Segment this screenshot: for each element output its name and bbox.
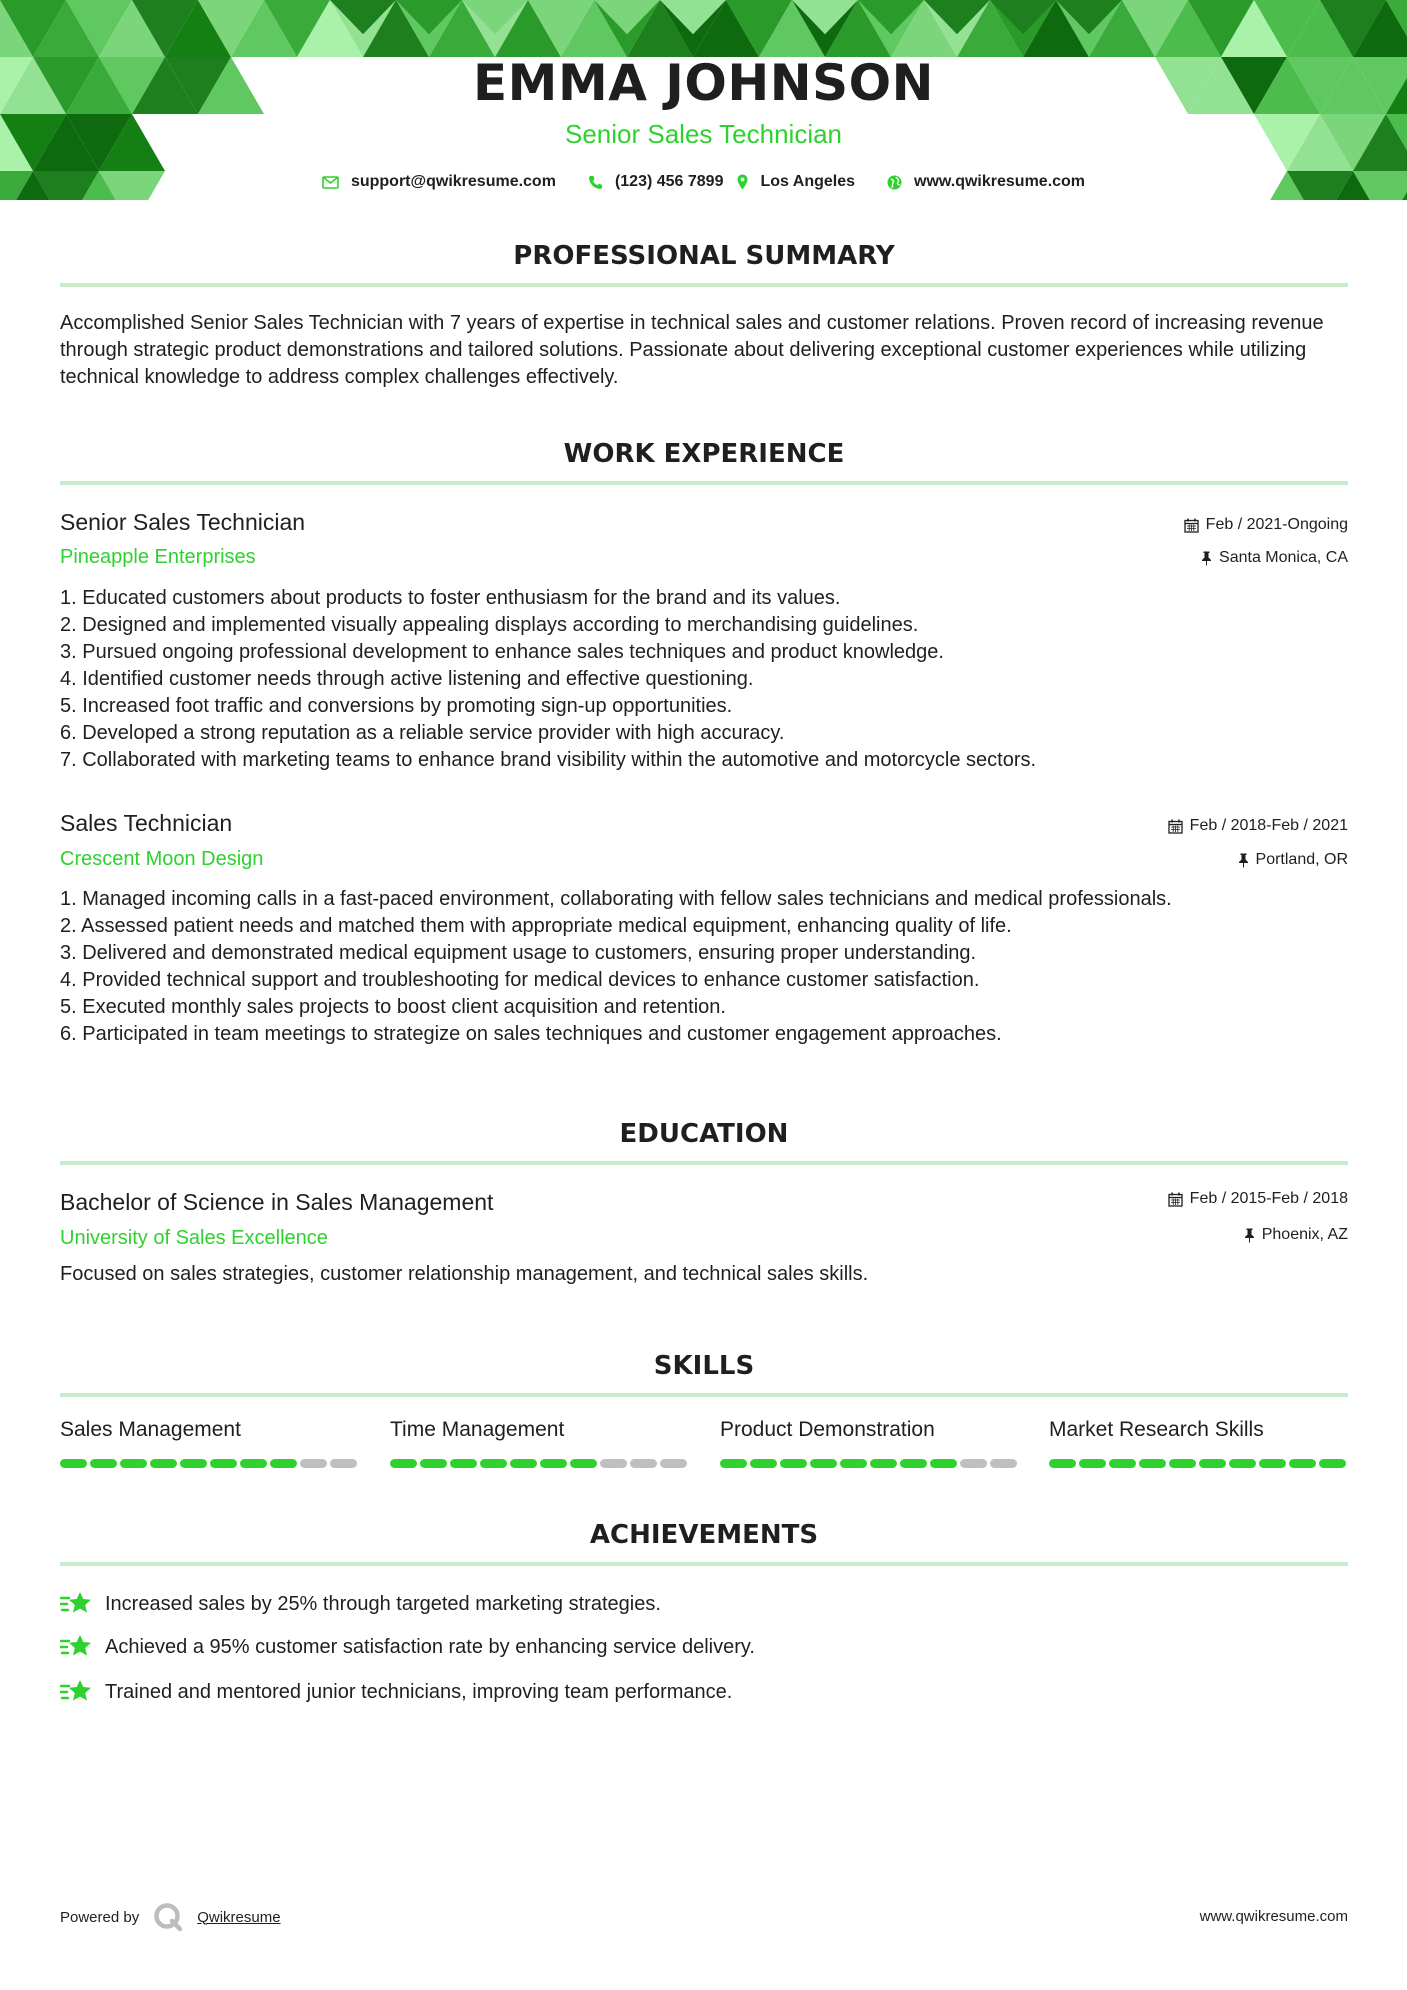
job-duties xyxy=(60,886,1360,1048)
skill-level-segment xyxy=(750,1459,777,1468)
education-heading: EDUCATION xyxy=(619,1119,789,1149)
skill-level-segment xyxy=(660,1459,687,1468)
contact-email[interactable] xyxy=(322,173,556,191)
skill-level-segment xyxy=(390,1459,417,1468)
job-location-text: Portland, OR xyxy=(1255,851,1348,868)
education-location-text: Phoenix, AZ xyxy=(1261,1226,1348,1243)
job-company: Crescent Moon Design xyxy=(60,848,264,870)
skill-level-segment xyxy=(990,1459,1017,1468)
skill-level-segment xyxy=(1139,1459,1166,1468)
skill-level-segment xyxy=(240,1459,267,1468)
experience-heading: WORK EXPERIENCE xyxy=(563,439,845,469)
job-location xyxy=(1201,550,1348,566)
list-item: 5. Executed monthly sales projects to boost client acquisition and retention. xyxy=(60,996,726,1018)
skill-level-segment xyxy=(1109,1459,1136,1468)
skill-level-segment xyxy=(480,1459,507,1468)
skills-heading: SKILLS xyxy=(653,1351,755,1381)
footer-website[interactable]: www.qwikresume.com xyxy=(1199,1908,1348,1925)
phone-text: (123) 456 7899 xyxy=(614,173,724,190)
job-duties xyxy=(60,585,1360,774)
calendar-icon xyxy=(1184,518,1199,533)
achievement-text: Increased sales by 25% through targeted marketing strategies. xyxy=(105,1593,661,1615)
qwikresume-link[interactable]: Qwikresume xyxy=(197,1908,281,1926)
skill-level-segment xyxy=(630,1459,657,1468)
website-text: www.qwikresume.com xyxy=(914,173,1086,190)
skill-level-segment xyxy=(720,1459,747,1468)
skill-level-segment xyxy=(600,1459,627,1468)
skill-item xyxy=(60,1419,360,1440)
skill-level-segment xyxy=(960,1459,987,1468)
list-item: 2. Designed and implemented visually appealing displays according to merchandising guidelines. xyxy=(60,614,919,636)
education-description: Focused on sales strategies, customer relationship management, and technical sales skills. xyxy=(60,1263,869,1285)
skill-level-segment xyxy=(840,1459,867,1468)
envelope-icon xyxy=(322,176,339,189)
list-item: 3. Pursued ongoing professional development to enhance sales techniques and product knowledge. xyxy=(60,641,944,663)
email-text: support@qwikresume.com xyxy=(350,173,556,190)
list-item: 7. Collaborated with marketing teams to enhance brand visibility within the automotive and motorcycle sectors. xyxy=(60,749,1037,771)
education-dates xyxy=(1168,1191,1348,1207)
skill-level-segment xyxy=(1079,1459,1106,1468)
job-location xyxy=(1238,852,1348,868)
shooting-star-icon xyxy=(60,1590,93,1618)
skill-level-segment xyxy=(420,1459,447,1468)
skill-level-bar xyxy=(1049,1459,1346,1468)
summary-heading: PROFESSIONAL SUMMARY xyxy=(513,241,895,271)
education-divider xyxy=(60,1161,1348,1165)
candidate-title: Senior Sales Technician xyxy=(564,119,843,149)
skill-level-segment xyxy=(1259,1459,1286,1468)
achievement-item xyxy=(60,1633,755,1661)
skill-level-segment xyxy=(510,1459,537,1468)
skill-name: Product Demonstration xyxy=(720,1418,935,1441)
achievement-text: Achieved a 95% customer satisfaction rate by enhancing service delivery. xyxy=(105,1636,755,1658)
job-title: Sales Technician xyxy=(60,810,233,836)
skill-level-segment xyxy=(450,1459,477,1468)
qwikresume-logo-icon xyxy=(153,1902,183,1932)
list-item: 4. Identified customer needs through active listening and effective questioning. xyxy=(60,668,754,690)
skill-level-segment xyxy=(60,1459,87,1468)
school-name: University of Sales Excellence xyxy=(60,1227,328,1249)
list-item: 6. Developed a strong reputation as a reliable service provider with high accuracy. xyxy=(60,722,785,744)
summary-divider xyxy=(60,283,1348,287)
candidate-name: EMMA JOHNSON xyxy=(473,54,934,112)
skill-item xyxy=(390,1419,690,1440)
footer-powered-by xyxy=(60,1902,281,1932)
skill-level-segment xyxy=(930,1459,957,1468)
skill-level-bar xyxy=(720,1459,1017,1468)
skill-name: Market Research Skills xyxy=(1049,1418,1264,1441)
list-item: 3. Delivered and demonstrated medical equipment usage to customers, ensuring proper understanding. xyxy=(60,942,977,964)
pushpin-icon xyxy=(1244,1228,1255,1243)
powered-by-label: Powered by xyxy=(60,1908,140,1926)
skill-level-segment xyxy=(330,1459,357,1468)
skills-divider xyxy=(60,1393,1348,1397)
location-text: Los Angeles xyxy=(760,173,856,190)
job-title: Senior Sales Technician xyxy=(60,509,306,535)
skill-item xyxy=(1049,1419,1349,1440)
skill-level-segment xyxy=(90,1459,117,1468)
skill-level-segment xyxy=(150,1459,177,1468)
list-item: 2. Assessed patient needs and matched them with appropriate medical equipment, enhancing quality of life. xyxy=(60,915,1012,937)
contact-location xyxy=(737,173,855,191)
skill-level-segment xyxy=(1229,1459,1256,1468)
contact-phone[interactable] xyxy=(588,173,724,191)
skill-level-segment xyxy=(1289,1459,1316,1468)
skill-level-segment xyxy=(1199,1459,1226,1468)
skill-level-bar xyxy=(390,1459,687,1468)
achievements-heading: ACHIEVEMENTS xyxy=(589,1520,819,1550)
globe-icon xyxy=(887,175,902,190)
job-dates xyxy=(1168,818,1348,834)
skill-level-segment xyxy=(180,1459,207,1468)
shooting-star-icon xyxy=(60,1633,93,1661)
list-item: 6. Participated in team meetings to strategize on sales techniques and customer engagement approaches. xyxy=(60,1023,1002,1045)
skill-level-bar xyxy=(60,1459,357,1468)
skill-level-segment xyxy=(870,1459,897,1468)
skill-level-segment xyxy=(270,1459,297,1468)
job-dates xyxy=(1184,517,1348,533)
skill-name: Sales Management xyxy=(60,1418,241,1441)
job-company: Pineapple Enterprises xyxy=(60,546,256,568)
skill-item xyxy=(720,1419,1020,1440)
pushpin-icon xyxy=(1238,853,1249,868)
skill-level-segment xyxy=(300,1459,327,1468)
skill-name: Time Management xyxy=(390,1418,565,1441)
list-item: 1. Managed incoming calls in a fast-paced environment, collaborating with fellow sales technicians and medical professionals. xyxy=(60,888,1172,910)
skill-level-segment xyxy=(900,1459,927,1468)
job-location-text: Santa Monica, CA xyxy=(1219,549,1348,566)
skill-level-segment xyxy=(1049,1459,1076,1468)
skill-level-segment xyxy=(540,1459,567,1468)
education-location xyxy=(1244,1227,1348,1243)
skill-level-segment xyxy=(210,1459,237,1468)
pushpin-icon xyxy=(1201,551,1212,566)
list-item: 1. Educated customers about products to foster enthusiasm for the brand and its values. xyxy=(60,587,841,609)
degree-title: Bachelor of Science in Sales Management xyxy=(60,1189,494,1215)
experience-divider xyxy=(60,481,1348,485)
education-dates-text: Feb / 2015-Feb / 2018 xyxy=(1189,1190,1348,1207)
achievement-text: Trained and mentored junior technicians, improving team performance. xyxy=(105,1681,733,1703)
contact-website[interactable] xyxy=(887,173,1085,191)
achievement-item xyxy=(60,1590,661,1618)
job-dates-text: Feb / 2018-Feb / 2021 xyxy=(1189,817,1348,834)
job-dates-text: Feb / 2021-Ongoing xyxy=(1205,516,1348,533)
calendar-icon xyxy=(1168,1192,1183,1207)
achievements-divider xyxy=(60,1562,1348,1566)
achievement-item xyxy=(60,1678,732,1706)
shooting-star-icon xyxy=(60,1678,93,1706)
summary-text: Accomplished Senior Sales Technician with 7 years of expertise in technical sales and customer relations. Proven record of increasing revenue through strategic product demonstrations and tailored solutions. Passionate about delivering exceptional customer experiences while utilizing technical knowledge to address complex challenges effectively. xyxy=(60,312,1324,388)
phone-icon xyxy=(588,175,603,190)
list-item: 4. Provided technical support and troubleshooting for medical devices to enhance customer satisfaction. xyxy=(60,969,980,991)
skill-level-segment xyxy=(780,1459,807,1468)
skill-level-segment xyxy=(1319,1459,1346,1468)
list-item: 5. Increased foot traffic and conversions by promoting sign-up opportunities. xyxy=(60,695,733,717)
skill-level-segment xyxy=(120,1459,147,1468)
skill-level-segment xyxy=(570,1459,597,1468)
skill-level-segment xyxy=(1169,1459,1196,1468)
calendar-icon xyxy=(1168,819,1183,834)
skill-level-segment xyxy=(810,1459,837,1468)
contact-bar xyxy=(0,173,1407,191)
map-pin-icon xyxy=(737,174,748,190)
